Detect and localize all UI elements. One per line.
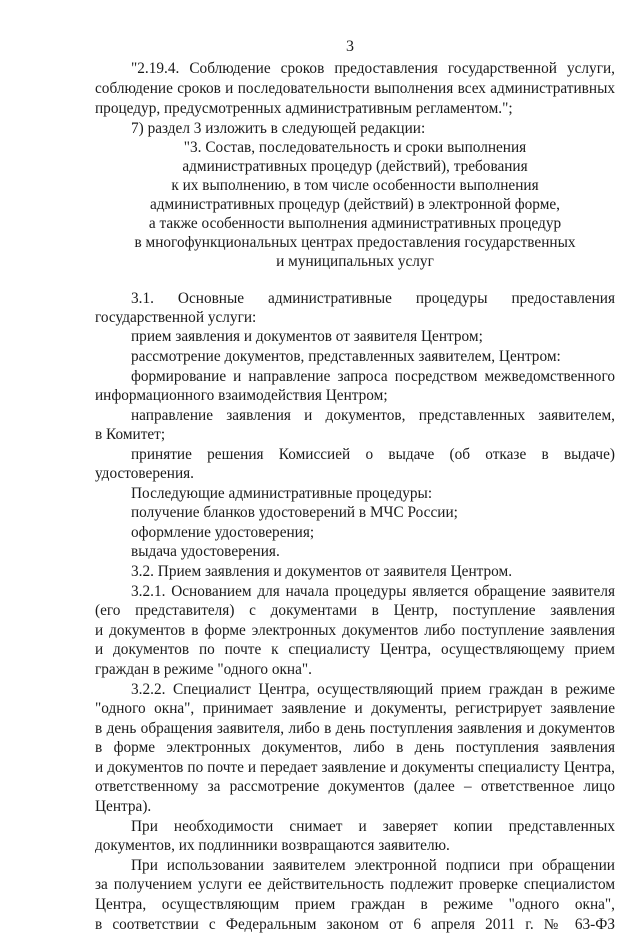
text-line: в форме электронных документов, либо в день поступления заявления	[95, 739, 615, 756]
text-line: соблюдение сроков и последовательности выполнения всех административных	[95, 80, 615, 97]
text-line: (его представителя) с документами в Центр, поступление заявления	[95, 602, 615, 619]
text-line: Последующие административные процедуры:	[131, 485, 433, 502]
text-line: получение бланков удостоверений в МЧС России;	[131, 504, 458, 521]
section-heading-line: к их выполнению, в том числе особенности выполнения	[171, 177, 539, 194]
text-line: 7) раздел 3 изложить в следующей редакции:	[131, 120, 426, 137]
text-line: в соответствии с Федеральным законом от 6 апреля 2011 г. № 63-ФЗ	[95, 916, 615, 933]
text-line: "2.19.4. Соблюдение сроков предоставления государственной услуги,	[131, 60, 615, 77]
text-line: в день обращения заявителя, либо в день поступления заявления и документов	[95, 720, 615, 737]
section-heading-line: и муниципальных услуг	[276, 253, 434, 270]
section-heading-line: в многофункциональных центрах предоставления государственных	[134, 234, 576, 251]
text-line: 3.2.1. Основанием для начала процедуры является обращение заявителя	[131, 583, 615, 600]
text-line: оформление удостоверения;	[131, 524, 315, 541]
section-heading-line: административных процедур (действий) в электронной форме,	[149, 196, 560, 213]
text-line: 3.1. Основные административные процедуры предоставления	[131, 290, 615, 307]
text-line: "одного окна", принимает заявление и документы, регистрирует заявление	[95, 700, 615, 717]
text-line: ответственному за рассмотрение документов (далее – ответственное лицо	[95, 778, 615, 795]
text-line: Центра).	[95, 798, 152, 815]
text-line: 3.2. Прием заявления и документов от заявителя Центром.	[131, 563, 513, 580]
section-heading-line: "3. Состав, последовательность и сроки выполнения	[183, 139, 527, 156]
text-line: государственной услуги:	[95, 309, 257, 326]
text-line: выдача удостоверения.	[131, 543, 280, 560]
text-line: и документов в форме электронных документов либо поступление заявления	[95, 622, 615, 639]
section-heading-line: а также особенности выполнения административных процедур	[148, 215, 562, 232]
text-line: 3.2.2. Специалист Центра, осуществляющий прием граждан в режиме	[131, 681, 615, 698]
text-line: При необходимости снимает и заверяет копии представленных	[131, 818, 615, 835]
text-line: документов, их подлинники возвращаются заявителю.	[95, 837, 450, 854]
text-line: прием заявления и документов от заявителя Центром;	[131, 328, 483, 345]
text-line: При использовании заявителем электронной подписи при обращении	[131, 857, 615, 874]
text-line: направление заявления и документов, представленных заявителем,	[131, 407, 615, 424]
text-line: граждан в режиме "одного окна".	[95, 661, 312, 678]
text-line: Центра, осуществляющим прием граждан в режиме "одного окна",	[95, 896, 615, 913]
text-line: и документов по почте к специалисту Центра, осуществляющему прием	[95, 641, 615, 658]
text-line: за получением услуги ее действительность подлежит проверке специалистом	[95, 876, 615, 893]
text-line: в Комитет;	[95, 426, 166, 443]
text-line: процедур, предусмотренных административным регламентом.";	[95, 100, 513, 117]
text-line: рассмотрение документов, представленных заявителем, Центром:	[131, 348, 561, 365]
text-line: удостоверения.	[95, 465, 195, 482]
text-line: и документов по почте и передает заявление и документы специалисту Центра,	[95, 759, 615, 776]
section-heading-line: административных процедур (действий), требования	[182, 158, 528, 175]
text-line: принятие решения Комиссией о выдаче (об отказе в выдаче)	[131, 446, 615, 463]
text-line: формирование и направление запроса посредством межведомственного	[131, 368, 615, 385]
page-number: 3	[346, 38, 354, 55]
text-line: информационного взаимодействия Центром;	[95, 387, 388, 404]
